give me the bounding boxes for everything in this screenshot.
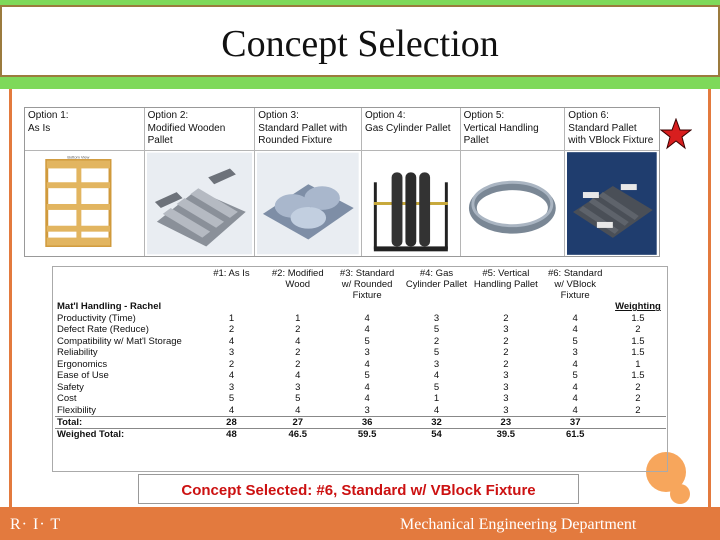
column-header: #4: Gas Cylinder Pallet <box>405 268 468 290</box>
decorative-circle-small <box>670 484 690 504</box>
score-cell: 2 <box>503 347 509 359</box>
score-cell: 2 <box>228 324 235 336</box>
table-row <box>55 416 666 428</box>
weight-cell: 1.5 <box>631 370 645 382</box>
ring-image <box>463 152 563 255</box>
option-4-label: Option 4: Gas Cylinder Pallet <box>364 110 451 134</box>
column-header: #5: Vertical Handling Pallet <box>473 268 538 290</box>
table-row <box>55 336 666 348</box>
rounded-fixture-image <box>257 152 359 255</box>
table-row <box>55 347 666 359</box>
score-cell: 2 <box>433 335 440 347</box>
score-cell: 5 <box>433 381 440 393</box>
score-cell: 5 <box>572 335 578 347</box>
table-row <box>55 313 666 325</box>
option-6 <box>565 108 659 256</box>
row-label: Compatibility w/ Mat'l Storage <box>57 335 182 347</box>
svg-text:Bottom View: Bottom View <box>67 154 90 160</box>
score-cell: 37 <box>541 416 610 428</box>
score-cell: 28 <box>200 416 263 428</box>
score-cell: 4 <box>228 404 235 416</box>
option-2-label: Option 2: Modified Wooden Pallet <box>147 110 226 146</box>
column-header: #3: Standard w/ Rounded Fixture <box>339 268 395 301</box>
score-cell: 4 <box>295 335 301 347</box>
score-cell: 4 <box>295 370 301 382</box>
score-cell: 1 <box>295 312 301 324</box>
score-cell: 2 <box>503 312 509 324</box>
weight-cell: 1.5 <box>631 347 645 359</box>
option-5-label: Option 5: Vertical Handling Pallet <box>463 110 539 146</box>
weight-cell <box>610 428 666 440</box>
option-6-label: Option 6: Standard Pallet with VBlock Fixture <box>568 110 654 146</box>
score-cell: 4 <box>364 312 370 324</box>
score-cell: 3 <box>572 347 578 359</box>
score-cell: 3 <box>228 381 235 393</box>
score-cell: 3 <box>503 393 509 405</box>
section-label: Mat'l Handling - Rachel <box>57 301 162 313</box>
option-1-label: Option 1: As Is <box>28 110 69 134</box>
score-cell: 3 <box>364 347 370 359</box>
footer-department: Mechanical Engineering Department <box>400 516 637 533</box>
score-cell: 61.5 <box>541 428 610 440</box>
option-1 <box>25 108 145 256</box>
weight-cell: 2 <box>635 393 641 405</box>
option-4 <box>362 108 461 256</box>
score-cell: 46.5 <box>263 428 332 440</box>
weight-cell: 1.5 <box>631 312 645 324</box>
gas-cylinder-image <box>364 152 458 255</box>
score-cell: 4 <box>228 370 235 382</box>
score-cell: 5 <box>364 335 370 347</box>
row-label: Productivity (Time) <box>57 312 136 324</box>
score-cell: 59.5 <box>332 428 401 440</box>
left-border-rule <box>9 89 12 507</box>
score-cell: 2 <box>295 324 301 336</box>
title-separator <box>0 77 720 89</box>
score-cell: 4 <box>572 358 578 370</box>
column-header: #2: Modified Wood <box>271 268 324 290</box>
slide-title: Concept Selection <box>221 23 499 65</box>
score-cell: 4 <box>364 393 370 405</box>
score-cell: 48 <box>200 428 263 440</box>
table-row <box>55 324 666 336</box>
score-cell: 54 <box>402 428 471 440</box>
score-cell: 4 <box>295 404 301 416</box>
score-cell: 5 <box>572 370 578 382</box>
weight-cell <box>610 416 666 428</box>
table-row <box>55 359 666 371</box>
options-panel <box>24 107 660 257</box>
weight-cell: 2 <box>635 404 641 416</box>
score-cell: 5 <box>433 324 440 336</box>
score-cell: 39.5 <box>471 428 540 440</box>
score-cell: 2 <box>228 358 235 370</box>
score-cell: 3 <box>503 404 509 416</box>
table-row <box>55 393 666 405</box>
score-cell: 4 <box>433 370 440 382</box>
weight-cell: 2 <box>635 324 641 336</box>
row-label: Safety <box>57 381 84 393</box>
score-cell: 32 <box>402 416 471 428</box>
weighting-header: Weighting <box>615 301 661 313</box>
score-cell: 5 <box>364 370 370 382</box>
section-row <box>55 301 666 313</box>
right-border-rule <box>708 89 711 507</box>
row-label: Ergonomics <box>57 358 108 370</box>
weight-cell: 1 <box>635 358 641 370</box>
table-row <box>55 382 666 394</box>
score-cell: 3 <box>295 381 301 393</box>
score-cell: 2 <box>295 358 301 370</box>
score-cell: 5 <box>228 393 235 405</box>
row-label: Weighed Total: <box>55 428 200 440</box>
row-label: Defect Rate (Reduce) <box>57 324 149 336</box>
score-cell: 4 <box>364 324 370 336</box>
score-cell: 4 <box>572 393 578 405</box>
score-cell: 2 <box>503 358 509 370</box>
concept-selected-caption: Concept Selected: #6, Standard w/ VBlock Fixture <box>181 482 536 499</box>
score-cell: 4 <box>433 404 440 416</box>
score-cell: 2 <box>295 347 301 359</box>
score-cell: 27 <box>263 416 332 428</box>
score-cell: 4 <box>364 381 370 393</box>
score-cell: 3 <box>503 381 509 393</box>
star-icon <box>660 118 692 150</box>
footer-logo-text: R· I· T <box>10 516 62 533</box>
modified-pallet-image <box>147 152 253 255</box>
score-cell: 5 <box>433 347 440 359</box>
score-cell: 23 <box>471 416 540 428</box>
score-cell: 2 <box>503 335 509 347</box>
row-label: Cost <box>57 393 77 405</box>
wooden-pallet-drawing-image <box>27 152 142 255</box>
score-cell: 4 <box>572 324 578 336</box>
table-row <box>55 370 666 382</box>
score-cell: 3 <box>433 312 440 324</box>
table-header-row <box>55 268 666 301</box>
row-label: Ease of Use <box>57 370 109 382</box>
score-cell: 1 <box>433 393 440 405</box>
score-cell: 4 <box>572 312 578 324</box>
score-cell: 36 <box>332 416 401 428</box>
score-cell: 4 <box>572 404 578 416</box>
row-label: Flexibility <box>57 404 97 416</box>
score-cell: 3 <box>503 370 509 382</box>
weight-cell: 1.5 <box>631 335 645 347</box>
score-cell: 3 <box>364 404 370 416</box>
option-2 <box>145 108 256 256</box>
option-5 <box>461 108 566 256</box>
row-label: Reliability <box>57 347 98 359</box>
column-header: #6: Standard w/ VBlock Fixture <box>547 268 603 301</box>
scoring-table <box>55 268 666 440</box>
option-3 <box>255 108 362 256</box>
score-cell: 3 <box>503 324 509 336</box>
score-cell: 3 <box>228 347 235 359</box>
score-cell: 4 <box>228 335 235 347</box>
score-cell: 3 <box>433 358 440 370</box>
row-label: Total: <box>55 416 200 428</box>
column-header: #1: As Is <box>213 268 250 279</box>
score-cell: 4 <box>572 381 578 393</box>
vblock-fixture-image <box>567 152 657 255</box>
weight-cell: 2 <box>635 381 641 393</box>
table-row <box>55 405 666 417</box>
score-cell: 4 <box>364 358 370 370</box>
caption-box <box>138 474 579 504</box>
option-3-label: Option 3: Standard Pallet with Rounded Fixture <box>258 110 348 146</box>
score-cell: 5 <box>295 393 301 405</box>
score-cell: 1 <box>228 312 235 324</box>
table-row <box>55 428 666 440</box>
